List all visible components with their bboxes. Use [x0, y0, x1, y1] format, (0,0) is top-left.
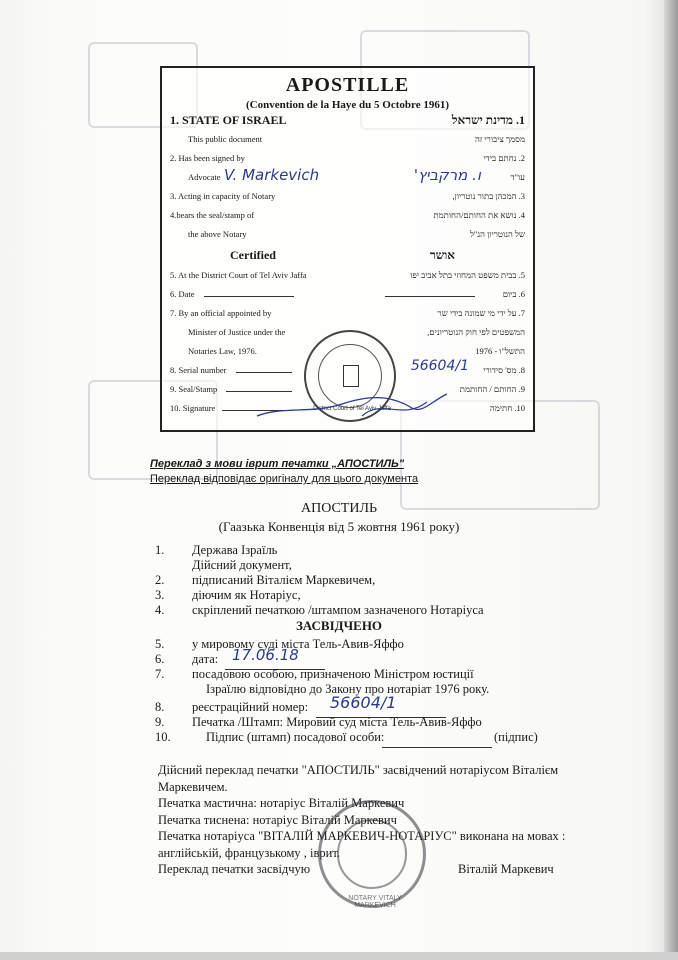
menorah-emblem-icon — [343, 365, 359, 387]
ap-en: 10. Signature — [170, 403, 216, 413]
ap-en: Advocate — [188, 172, 221, 182]
ap-he: 6. ביום — [502, 289, 525, 299]
ap-row-6 — [170, 225, 525, 244]
ap-he: מסמך ציבורי זה — [475, 134, 525, 144]
notary-stamp-inner — [337, 819, 407, 889]
handwritten-name: V. Markevich — [224, 166, 320, 184]
ap-he: 9. החותם / החותמת — [459, 384, 525, 394]
ua-num: 10. — [155, 730, 171, 744]
ap-en: Notaries Law, 1976. — [188, 346, 257, 356]
handwritten-serial: 56604/1 — [410, 358, 469, 374]
ap-row-advocate — [170, 168, 525, 187]
ua-certified: ЗАСВІДЧЕНО — [295, 618, 383, 633]
ap-he: 7. על ידי מי שמונה בידי שר — [437, 308, 525, 318]
ua-para-line: Печатка тиснена: нотаріус Віталій Маркевич — [158, 812, 397, 827]
ap-row-8 — [170, 304, 525, 323]
ap-row-2 — [170, 130, 525, 149]
ua-num: 9. — [155, 715, 165, 729]
ua-row: Печатка /Штамп: Мировий суд міста Тель-Авив-Яффо — [192, 715, 482, 729]
signature-scribble — [252, 386, 452, 426]
ua-row: скріплений печаткою /штампом зазначеного Нотаріуса — [192, 603, 484, 617]
notary-round-stamp — [318, 800, 426, 908]
ua-para-line: Маркевичем. — [158, 779, 228, 794]
handwritten-date: 17.06.18 — [232, 646, 299, 664]
ua-row: дата: — [192, 652, 219, 666]
ua-num: 6. — [155, 652, 165, 666]
ap-row-5 — [170, 206, 525, 225]
serial-line — [236, 365, 292, 373]
page-edge — [664, 0, 678, 960]
ua-para-line: Печатка нотаріуса "ВІТАЛІЙ МАРКЕВИЧ-НОТАРІУС" виконана на мовах : — [158, 829, 566, 843]
notary-stamp-text: NOTARY VITALY MARKEVICH — [348, 895, 402, 909]
ua-para-name: Віталій Маркевич — [458, 862, 554, 876]
ua-para-line: Печатка мастична: нотаріус Віталій Маркевич — [158, 796, 405, 810]
ap-row-7 — [170, 266, 525, 285]
court-seal-text: District Court of Tel Aviv Jaffa — [313, 406, 391, 412]
ap-row-date — [170, 285, 525, 304]
apostille-box — [160, 66, 535, 432]
ua-num: 4. — [155, 603, 165, 617]
ua-row: у мировому суді міста Тель-Авив-Яффо — [192, 637, 404, 651]
ap-he: 1. מדינת ישראל — [451, 113, 525, 127]
ua-num: 2. — [155, 573, 165, 587]
ap-en: 2. Has been signed by — [170, 153, 245, 163]
ua-subtitle: (Гаазька Конвенція від 5 жовтня 1961 року) — [218, 519, 460, 534]
ap-en: 7. By an official appointed by — [170, 308, 272, 318]
ap-en: 5. At the District Court of Tel Aviv Jaffa — [170, 270, 307, 280]
ap-row-certified — [170, 244, 525, 266]
date-line-he — [385, 289, 475, 297]
handwritten-serial-ua: 56604/1 — [330, 693, 397, 712]
ap-en: 8. Serial number — [170, 365, 227, 375]
ap-row-1 — [170, 111, 525, 130]
ap-he: 5. בבית משפט המחוזי בתל אביב יפו — [410, 270, 525, 280]
ap-en: 3. Acting in capacity of Notary — [170, 191, 276, 201]
ap-he: 2. נחתם בידי — [483, 153, 525, 163]
ap-en: 6. Date — [170, 289, 195, 299]
apostille-title: APOSTILLE — [285, 74, 410, 96]
ap-en: 1. STATE OF ISRAEL — [170, 113, 287, 127]
date-line — [204, 289, 294, 297]
ap-he: עו"ד — [510, 172, 525, 182]
apostille-subtitle: (Convention de la Haye du 5 Octobre 1961) — [246, 99, 449, 111]
ap-en: Certified — [230, 248, 276, 262]
ua-num: 1. — [155, 543, 165, 557]
ua-row: Дійсний документ, — [192, 558, 292, 572]
ap-he: 3. המכהן בתור נוטריון, — [452, 191, 525, 201]
ua-para-text: Переклад печатки засвідчую — [158, 862, 311, 876]
ua-row: Ізраїлю відповідно до Закону про нотаріат 1976 року. — [206, 682, 490, 696]
ap-he: 10. חתימה — [489, 403, 525, 413]
ap-en: Minister of Justice under the — [188, 327, 286, 337]
ap-en: 4.bears the seal/stamp of — [170, 210, 255, 220]
page-edge-bottom — [0, 952, 678, 960]
ap-en: 9. Seal/Stamp — [170, 384, 218, 394]
ua-row: Підпис (штамп) посадової особи: — [206, 730, 385, 744]
ua-num: 5. — [155, 637, 165, 651]
ua-num: 3. — [155, 588, 165, 602]
ap-he: המשפטים לפי חוק הנוטריונים, — [427, 327, 525, 337]
ap-he: 8. מס' סידורי — [483, 365, 525, 375]
ap-en: This public document — [188, 134, 263, 144]
ap-he: של הנוטריון הנ"ל — [469, 229, 525, 239]
signature-line — [382, 740, 492, 748]
ua-row: діючим як Нотаріус, — [192, 588, 301, 602]
ap-en: the above Notary — [188, 229, 247, 239]
ua-row: реєстраційний номер: — [192, 700, 309, 714]
ua-title: АПОСТИЛЬ — [300, 501, 378, 516]
handwritten-name-he: ו. מרקביץ' — [413, 166, 481, 184]
ap-row-4 — [170, 187, 525, 206]
ap-he: 4. נושא את החותם/החותמת — [433, 210, 525, 220]
ua-row: підписаний Віталієм Маркевичем, — [192, 573, 376, 587]
translation-heading-2: Переклад відповідає оригіналу для цього документа — [150, 473, 419, 485]
ua-num: 8. — [155, 700, 165, 714]
ua-row: Держава Ізраїль — [192, 543, 278, 557]
ua-row-suffix: (підпис) — [494, 730, 538, 744]
ua-row: посадовою особою, призначеною Міністром юстиції — [192, 667, 474, 681]
ap-he: התשל"ו - 1976 — [475, 346, 525, 356]
ua-para-line: англійській, французькому , іврит. — [158, 845, 340, 860]
ua-num: 7. — [155, 667, 165, 681]
ap-he: אושר — [429, 248, 455, 262]
ua-para-line: Дійсний переклад печатки "АПОСТИЛЬ" засвідчений нотаріусом Віталієм — [158, 763, 559, 777]
translation-heading: Переклад з мови іврит печатки „АПОСТИЛЬ" — [150, 458, 405, 470]
